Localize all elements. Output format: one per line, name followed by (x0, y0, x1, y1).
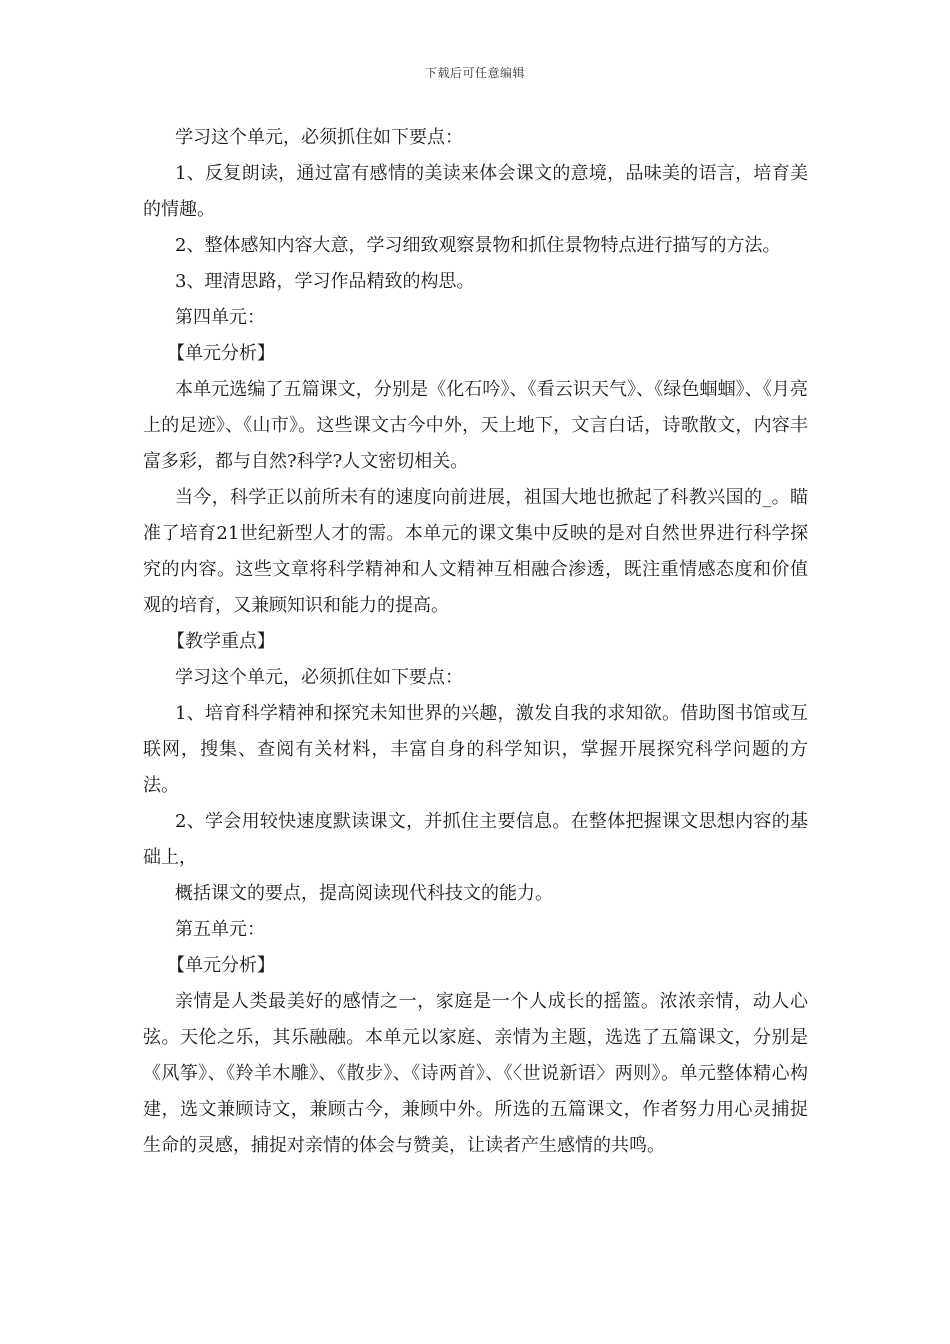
paragraph: 概括课文的要点，提高阅读现代科技文的能力。 (175, 883, 553, 904)
paragraph: 学习这个单元，必须抓住如下要点： (175, 667, 463, 688)
page-header: 下载后可任意编辑 (424, 66, 525, 80)
paragraph: 1、培育科学精神和探究未知世界的兴趣，激发自我的求知欲。借助图书馆或互联网，搜集、查阅有关材料，丰富自身的科学知识，掌握开展探究科学问题的方法。 (143, 703, 808, 796)
paragraph: 当今，科学正以前所未有的速度向前进展，祖国大地也掀起了科教兴国的_。瞄准了培育21世纪新型人才的需。本单元的课文集中反映的是对自然世界进行科学探究的内容。这些文章将科学精神和人文精神互相融合渗透，既注重情感态度和价值观的培育，又兼顾知识和能力的提高。 (143, 487, 808, 616)
paragraph: 1、反复朗读，通过富有感情的美读来体会课文的意境，品味美的语言，培育美的情趣。 (143, 163, 808, 220)
paragraph: 学习这个单元，必须抓住如下要点： (175, 127, 463, 148)
section-title: 第四单元： (175, 307, 265, 328)
paragraph: 3、理清思路，学习作品精致的构思。 (175, 271, 475, 292)
document-body (143, 120, 808, 1164)
subsection-heading: 【单元分析】 (167, 343, 275, 364)
subsection-heading: 【教学重点】 (167, 631, 275, 652)
paragraph: 本单元选编了五篇课文，分别是《化石吟》、《看云识天气》、《绿色蝈蝈》、《月亮上的足迹》、《山市》。这些课文古今中外，天上地下，文言白话，诗歌散文，内容丰富多彩，都与自然?科学?人文密切相关。 (143, 379, 808, 472)
paragraph: 亲情是人类最美好的感情之一，家庭是一个人成长的摇篮。浓浓亲情，动人心弦。天伦之乐，其乐融融。本单元以家庭、亲情为主题，选选了五篇课文，分别是《风筝》、《羚羊木雕》、《散步》、《诗两首》、《〈世说新语〉两则》。单元整体精心构建，选文兼顾诗文，兼顾古今，兼顾中外。所选的五篇课文，作者努力用心灵捕捉生命的灵感，捕捉对亲情的体会与赞美，让读者产生感情的共鸣。 (143, 991, 808, 1156)
section-title: 第五单元： (175, 919, 265, 940)
subsection-heading: 【单元分析】 (167, 955, 275, 976)
paragraph: 2、整体感知内容大意，学习细致观察景物和抓住景物特点进行描写的方法。 (175, 235, 781, 256)
paragraph: 2、学会用较快速度默读课文，并抓住主要信息。在整体把握课文思想内容的基础上， (143, 811, 808, 868)
